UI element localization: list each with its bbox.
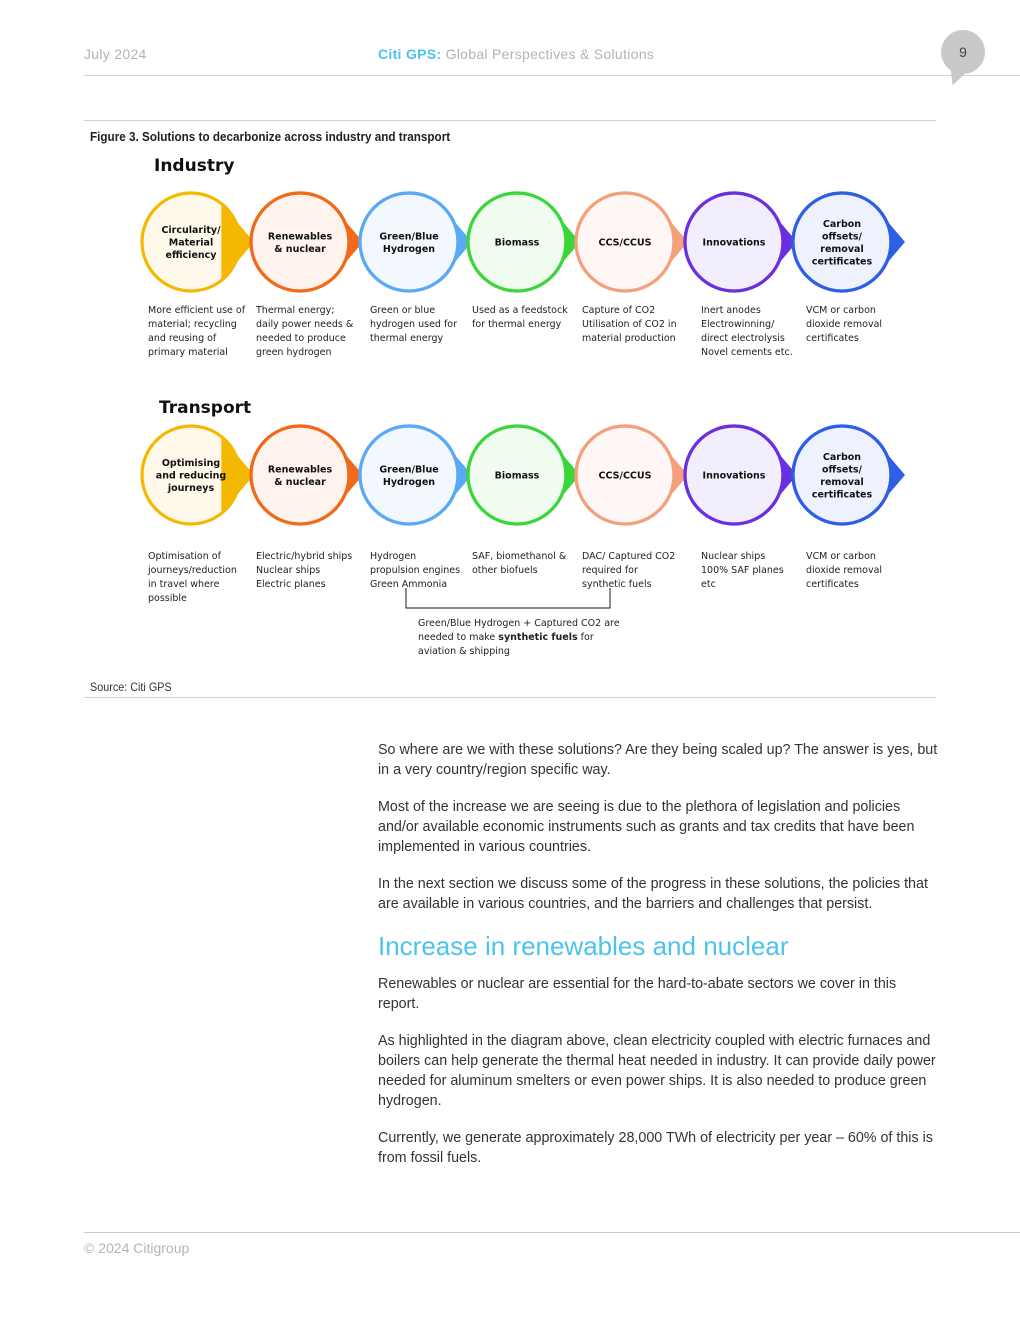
industry-description-6-1: Inert anodes — [701, 305, 761, 316]
header-brand — [378, 46, 654, 62]
transport-row — [142, 426, 905, 604]
brand-subtitle: Global Perspectives & Solutions — [445, 46, 655, 62]
transport-circle-label-1-2: and reducing — [155, 470, 227, 482]
paragraph-2: Most of the increase we are seeing is due to the plethora of legislation and policies and/or available economic instruments such as grants and tax credits that have been implemented in various countries. — [378, 799, 915, 855]
transport-description-6-1: Nuclear ships — [701, 551, 766, 562]
industry-row — [142, 193, 905, 358]
transport-description-7-3: certificates — [806, 579, 859, 590]
figure-bottom-rule — [84, 697, 936, 698]
transport-description-1-1: Optimisation of — [148, 551, 221, 562]
brand-name: Citi GPS: — [378, 46, 442, 62]
transport-circle-label-5-1: CCS/CCUS — [598, 470, 652, 482]
transport-description-2-1: Electric/hybrid ships — [256, 551, 353, 562]
note-line-1: Green/Blue Hydrogen + Captured CO2 are — [418, 618, 620, 629]
transport-description-3-3: Green Ammonia — [370, 579, 448, 590]
transport-circle-label-7-2: offsets/ — [822, 464, 862, 476]
industry-description-1-4: primary material — [148, 347, 228, 358]
transport-description-1-4: possible — [148, 593, 187, 604]
footer-copyright: © 2024 Citigroup — [84, 1240, 190, 1256]
industry-description-6-2: Electrowinning/ — [701, 319, 775, 330]
industry-circle-label-1-1: Circularity/ — [161, 225, 221, 236]
note-line-2 — [418, 632, 594, 643]
transport-description-2-2: Nuclear ships — [256, 565, 321, 576]
industry-circle-label-7-1: Carbon — [822, 218, 862, 230]
figure-source: Source: Citi GPS — [90, 680, 172, 694]
note-line-2-pre: needed to make — [418, 632, 499, 643]
industry-circle-label-7-2: offsets/ — [822, 231, 862, 243]
industry-circle-label-2-1: Renewables — [267, 231, 333, 243]
page-number-badge: 9 — [941, 30, 985, 74]
transport-circle-label-3-1: Green/Blue — [379, 464, 439, 476]
transport-description-7-1: VCM or carbon — [806, 551, 876, 562]
industry-circle-label-7-3: removal — [820, 243, 864, 255]
transport-circle-label-1-1: Optimising — [161, 458, 221, 469]
transport-description-1-3: in travel where — [148, 579, 220, 590]
transport-description-7-2: dioxide removal — [806, 565, 883, 576]
paragraph-4: Renewables or nuclear are essential for the hard-to-abate sectors we cover in this report. — [378, 976, 897, 1012]
transport-description-1-2: journeys/reduction — [148, 565, 237, 576]
industry-description-5-3: material production — [582, 333, 676, 344]
transport-circle-label-7-4: certificates — [811, 489, 873, 501]
industry-description-2-3: needed to produce — [256, 333, 346, 344]
transport-description-5-2: required for — [582, 565, 638, 576]
transport-circle-label-4-1: Biomass — [494, 470, 540, 482]
industry-description-7-2: dioxide removal — [806, 319, 883, 330]
note-line-2-bold: synthetic fuels — [498, 632, 578, 643]
transport-description-3-2: propulsion engines — [370, 565, 461, 576]
industry-description-7-1: VCM or carbon — [806, 305, 876, 316]
industry-description-3-2: hydrogen used for — [370, 319, 458, 330]
industry-description-4-1: Used as a feedstock — [472, 305, 568, 316]
paragraph-1: So where are we with these solutions? Are they being scaled up? The answer is yes, but in a very country/region specific way. — [378, 742, 938, 778]
footer-rule — [84, 1232, 1020, 1233]
transport-circle-label-7-3: removal — [820, 476, 864, 488]
industry-circle-label-2-2: & nuclear — [274, 243, 326, 255]
transport-description-5-1: DAC/ Captured CO2 — [582, 551, 676, 562]
industry-arrow-tip-1 — [221, 204, 254, 280]
paragraph-3: In the next section we discuss some of the progress in these solutions, the policies that are available in various countries, and the barriers and challenges that persist. — [378, 876, 928, 912]
industry-circle-label-6-1: Innovations — [702, 237, 766, 249]
synthetic-fuels-bracket — [406, 588, 610, 608]
transport-description-2-3: Electric planes — [256, 579, 326, 590]
transport-circle-label-3-2: Hydrogen — [382, 476, 436, 488]
industry-description-5-1: Capture of CO2 — [582, 305, 656, 316]
section-heading: Increase in renewables and nuclear — [378, 931, 789, 961]
transport-description-6-2: 100% SAF planes — [701, 565, 784, 576]
industry-description-1-3: and reusing of — [148, 333, 217, 344]
industry-label: Industry — [154, 156, 235, 176]
transport-circle-label-6-1: Innovations — [702, 470, 766, 482]
industry-circle-label-5-1: CCS/CCUS — [598, 237, 652, 249]
transport-circle-label-2-1: Renewables — [267, 464, 333, 476]
transport-circle-label-1-3: journeys — [167, 483, 215, 494]
industry-description-6-3: direct electrolysis — [701, 333, 785, 344]
transport-description-6-3: etc — [701, 579, 716, 590]
decarbonization-diagram — [84, 150, 936, 675]
industry-description-6-4: Novel cements etc. — [701, 347, 793, 358]
paragraph-5: As highlighted in the diagram above, clean electricity coupled with electric furnaces and boilers can help generate the thermal heat needed in industry. It can provide daily power needed for aluminum smelters or even power ships. It is also needed to produce green hydrogen. — [378, 1033, 936, 1109]
industry-description-7-3: certificates — [806, 333, 859, 344]
industry-circle-label-1-2: Material — [168, 237, 214, 249]
transport-description-3-1: Hydrogen — [370, 551, 417, 562]
industry-description-3-1: Green or blue — [370, 305, 436, 316]
industry-circle-label-3-2: Hydrogen — [382, 243, 436, 255]
industry-circle-label-4-1: Biomass — [494, 237, 540, 249]
industry-description-3-3: thermal energy — [370, 333, 444, 344]
industry-circle-label-3-1: Green/Blue — [379, 231, 439, 243]
transport-arrow-tip-1 — [221, 437, 254, 513]
figure-title: Figure 3. Solutions to decarbonize across industry and transport — [90, 129, 451, 144]
paragraph-6: Currently, we generate approximately 28,000 TWh of electricity per year – 60% of this is from fossil fuels. — [378, 1130, 933, 1166]
transport-circle-label-7-1: Carbon — [822, 451, 862, 463]
industry-circle-label-7-4: certificates — [811, 256, 873, 268]
body-column — [378, 740, 938, 1185]
industry-description-1-2: material; recycling — [148, 319, 237, 330]
industry-description-2-2: daily power needs & — [256, 319, 354, 330]
note-line-3: aviation & shipping — [418, 646, 510, 657]
header-rule — [84, 75, 1020, 76]
note-line-2-post: for — [577, 632, 594, 643]
transport-circle-label-2-2: & nuclear — [274, 476, 326, 488]
industry-description-2-1: Thermal energy; — [256, 305, 335, 316]
industry-description-1-1: More efficient use of — [148, 305, 246, 316]
industry-description-5-2: Utilisation of CO2 in — [582, 319, 677, 330]
industry-description-2-4: green hydrogen — [256, 347, 332, 358]
industry-circle-label-1-3: efficiency — [165, 250, 217, 261]
transport-description-4-1: SAF, biomethanol & — [472, 551, 567, 562]
transport-description-4-2: other biofuels — [472, 565, 538, 576]
transport-label: Transport — [159, 398, 252, 418]
industry-description-4-2: for thermal energy — [472, 319, 562, 330]
transport-description-5-3: synthetic fuels — [582, 579, 652, 590]
header-date: July 2024 — [84, 46, 147, 62]
figure-top-rule — [84, 120, 936, 121]
